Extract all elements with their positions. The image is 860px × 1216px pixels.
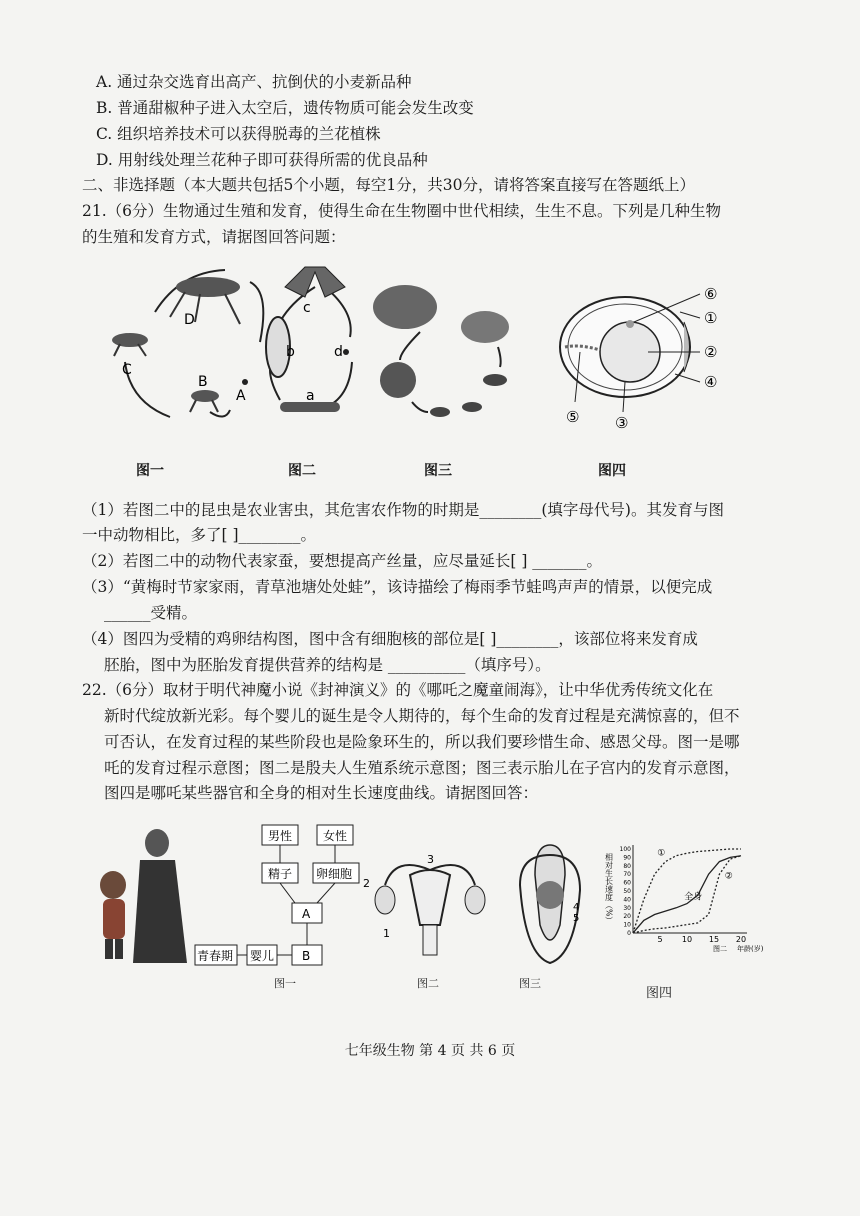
fig2-label-1: 1 (383, 927, 390, 940)
series-label-1: ① (657, 848, 666, 859)
q21-figures (100, 252, 760, 442)
q21-caption-3: 图三 (424, 463, 452, 479)
series-line-1 (633, 849, 741, 933)
air-cell (684, 322, 690, 372)
q22-line-1: 22.（6分）取材于明代神魔小说《封神演义》的《哪吒之魔童闹海》，让中华优秀传统文化在 (82, 681, 714, 699)
option-a: A. 通过杂交选育出高产、抗倒伏的小麦新品种 (96, 73, 412, 91)
x-tick-label: 5 (657, 935, 663, 944)
q21-intro-2: 的生殖和发育方式，请据图回答问题： (82, 228, 346, 246)
sperm-label: 精子 (268, 867, 293, 881)
y-tick-label: 60 (623, 879, 631, 887)
q21-sub1b: 一中动物相比，多了[ ]________。 (82, 526, 317, 544)
fig4-label-1: ① (704, 309, 718, 327)
y-axis-label: 相对生长速度（%） (604, 853, 614, 925)
nymph-c (112, 333, 148, 356)
egg-label: 卵细胞 (316, 867, 353, 881)
q21-caption-4: 图四 (598, 463, 626, 479)
fig3-label-5: 5 (573, 913, 580, 924)
q21-sub2: （2）若图二中的动物代表家蚕，要想提高产丝量，应尽量延长[ ] _______。 (82, 552, 603, 570)
egg-d (343, 349, 349, 355)
y-tick-label: 80 (623, 862, 631, 870)
series-label-2: ② (724, 871, 733, 882)
fig4-label-3: ③ (615, 414, 629, 432)
tadpole-1 (430, 407, 450, 417)
nymph-b (190, 390, 219, 412)
y-tick-label: 70 (623, 871, 631, 879)
fig1-grasshopper-cycle (112, 270, 263, 417)
y-tick-label: 30 (623, 904, 631, 912)
b-label: B (302, 949, 311, 963)
young-frog (461, 311, 509, 343)
frog-adult (373, 285, 437, 329)
q21-caption-2: 图二 (288, 463, 316, 479)
fig1-label-b: B (198, 374, 208, 390)
female-label: 女性 (323, 829, 348, 843)
y-tick-label: 10 (623, 921, 631, 929)
q22-line-5: 图四是哪吒某些器官和全身的相对生长速度曲线。请据图回答： (104, 784, 539, 802)
frog-eggs (380, 362, 416, 398)
q22-caption-4: 图四 (646, 986, 673, 1001)
fig2-label-3: 3 (427, 853, 434, 866)
fig3-frog-cycle (373, 285, 509, 417)
q21-intro-1: 21.（6分）生物通过生殖和发育，使得生命在生物圈中世代相续，生生不息。下列是几种生物 (82, 202, 722, 220)
tadpole-2 (462, 402, 482, 412)
q22-caption-1: 图一 (274, 977, 296, 990)
section-heading: 二、非选择题（本大题共包括5个小题，每空1分，共30分，请将答案直接写在答题纸上） (82, 176, 695, 194)
male-label: 男性 (268, 829, 293, 843)
nezha-characters-image (100, 829, 187, 963)
fig2-label-2: 2 (363, 877, 370, 890)
fig3-label-4: 4 (573, 902, 580, 913)
x-tick-label: 15 (708, 935, 720, 944)
q22-caption-3: 图三 (519, 977, 541, 990)
fig1-label-c: C (122, 362, 132, 378)
fig4-growth-chart (605, 845, 764, 953)
fig2-label-a: a (306, 388, 315, 404)
chart-inner-label: 图二 (713, 945, 727, 953)
fig4-chicken-egg (560, 285, 717, 432)
q21-sub3a: （3）“黄梅时节家家雨，青草池塘处处蛙”，该诗描绘了梅雨季节蛙鸣声声的情景，以便完成 (82, 578, 713, 596)
series-label-whole-body: 全身 (684, 892, 703, 903)
adult-grasshopper (170, 277, 240, 324)
q21-sub1a: （1）若图二中的昆虫是农业害虫，其危害农作物的时期是________(填字母代号)。其发育与图 (82, 501, 724, 519)
fig2-label-b: b (286, 344, 295, 360)
butterfly (285, 267, 345, 297)
q22-line-3: 可否认，在发育过程的某些阶段也是险象环生的，所以我们要珍惜生命、感恩父母。图一是哪 (104, 733, 740, 751)
fig4-label-6: ⑥ (704, 285, 718, 303)
a-label: A (302, 907, 311, 921)
fig4-label-5: ⑤ (566, 408, 580, 426)
fig3-fetus-in-uterus (520, 845, 580, 963)
fig2-label-d: d (334, 344, 343, 360)
fig4-label-4: ④ (704, 373, 718, 391)
y-tick-label: 20 (623, 913, 631, 921)
y-tick-label: 100 (619, 846, 631, 853)
q22-caption-2: 图二 (417, 977, 439, 990)
puberty-label: 青春期 (197, 949, 234, 963)
y-tick-label: 90 (623, 854, 631, 862)
q22-line-4: 吒的发育过程示意图；图二是殷夫人生殖系统示意图；图三表示胎儿在子宫内的发育示意图， (104, 759, 740, 777)
q21-sub4b: 胚胎，图中为胚胎发育提供营养的结构是 __________（填序号）。 (104, 656, 551, 674)
y-tick-label: 50 (623, 888, 631, 895)
x-tick-label: 20 (735, 935, 747, 944)
q21-sub4a: （4）图四为受精的鸡卵结构图，图中含有细胞核的部位是[ ]________，该部位将来发育成 (82, 630, 698, 648)
x-axis-label: 年龄(岁) (737, 945, 764, 953)
option-d: D. 用射线处理兰花种子即可获得所需的优良品种 (96, 151, 428, 169)
page-footer: 七年级生物 第 4 页 共 6 页 (344, 1043, 516, 1059)
y-tick-label: 0 (627, 930, 631, 937)
option-b: B. 普通甜椒种子进入太空后，遗传物质可能会发生改变 (96, 99, 474, 117)
fig1-label-a: A (236, 388, 246, 404)
x-tick-label: 10 (681, 935, 693, 944)
fig1-flowchart (195, 825, 359, 965)
egg-a (242, 379, 248, 385)
option-c: C. 组织培养技术可以获得脱毒的兰花植株 (96, 125, 381, 143)
tadpole-3 (483, 374, 507, 386)
baby-label: 婴儿 (250, 949, 275, 963)
q21-caption-1: 图一 (136, 463, 164, 479)
y-tick-label: 40 (623, 896, 631, 904)
fig2-silkworm-cycle (266, 267, 352, 412)
fig4-label-2: ② (704, 343, 718, 361)
q21-sub3b: ______受精。 (104, 604, 198, 622)
q22-line-2: 新时代绽放新光彩。每个婴儿的诞生是令人期待的，每个生命的发育过程是充满惊喜的，但不 (104, 707, 740, 725)
fig2-label-c: c (303, 300, 311, 316)
germinal-disc (626, 320, 634, 328)
fig2-female-reproductive-system (363, 853, 485, 955)
fig1-label-d: D (184, 312, 195, 328)
